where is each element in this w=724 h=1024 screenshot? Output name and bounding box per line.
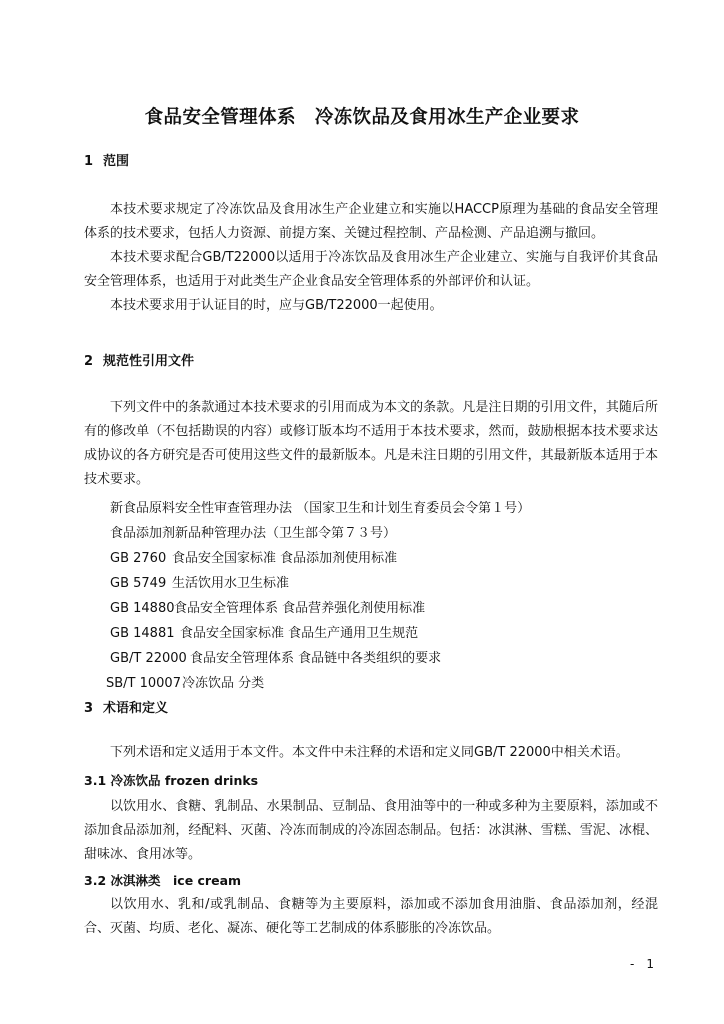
scope-paragraph-3: 本技术要求用于认证目的时，应与GB/T22000一起使用。 <box>110 298 443 313</box>
reference-code: GB 2760 <box>110 551 167 566</box>
reference-code: GB 14881 <box>110 626 175 641</box>
reference-text: 新食品原料安全性审查管理办法 （国家卫生和计划生育委员会令第１号） <box>110 501 531 516</box>
section-heading-terms <box>84 697 168 716</box>
reference-item <box>106 672 264 691</box>
section-number: 2 <box>84 354 94 369</box>
document-title: 食品安全管理体系 冷冻饮品及食用冰生产企业要求 <box>144 107 580 128</box>
reference-code: GB 5749 <box>110 576 167 591</box>
term-definition-ice-cream: 以饮用水、乳和/或乳制品、食糖等为主要原料，添加或不添加食用油脂、食品添加剂，经混合、灭菌、均质、老化、凝冻、硬化等工艺制成的体系膨胀的冷冻饮品。 <box>84 897 658 936</box>
reference-code: SB/T 10007 <box>106 676 181 691</box>
section-heading-scope <box>84 150 129 169</box>
section-title: 规范性引用文件 <box>103 354 195 369</box>
reference-text: 食品安全管理体系 食品链中各类组织的要求 <box>190 651 442 666</box>
reference-code: GB/T 22000 <box>110 651 187 666</box>
terms-paragraph: 下列术语和定义适用于本文件。本文件中未注释的术语和定义同GB/T 22000中相关术语。 <box>110 745 629 760</box>
section-title: 范围 <box>103 154 130 169</box>
page-number: - 1 <box>630 957 654 971</box>
reference-item <box>110 647 441 666</box>
reference-item <box>110 572 289 591</box>
term-heading-ice-cream: 3.2 冰淇淋类 ice cream <box>84 873 242 888</box>
reference-item <box>110 547 397 566</box>
term-heading-frozen-drinks: 3.1 冷冻饮品 frozen drinks <box>84 773 259 788</box>
reference-text: 冷冻饮品 分类 <box>182 676 265 691</box>
section-number: 1 <box>84 154 94 169</box>
reference-item <box>110 497 530 516</box>
reference-text: 食品安全管理体系 食品营养强化剂使用标准 <box>174 601 426 616</box>
reference-text: 食品添加剂新品种管理办法（卫生部令第７３号） <box>110 526 397 541</box>
scope-paragraph-2: 本技术要求配合GB/T22000以适用于冷冻饮品及食用冰生产企业建立、实施与自我评价其食品安全管理体系，也适用于对此类生产企业食品安全管理体系的外部评价和认证。 <box>84 250 658 289</box>
reference-item <box>110 622 418 641</box>
section-heading-normative <box>84 350 194 369</box>
reference-code: GB 14880 <box>110 601 175 616</box>
reference-text: 食品安全国家标准 食品添加剂使用标准 <box>172 551 398 566</box>
normative-paragraph: 下列文件中的条款通过本技术要求的引用而成为本文的条款。凡是注日期的引用文件，其随后所有的修改单（不包括勘误的内容）或修订版本均不适用于本技术要求，然而，鼓励根据本技术要求达成协议的各方研究是否可使用这些文件的最新版本。凡是未注日期的引用文件，其最新版本适用于本技术要求。 <box>84 400 658 487</box>
section-title: 术语和定义 <box>103 701 169 716</box>
reference-item <box>110 597 425 616</box>
reference-text: 食品安全国家标准 食品生产通用卫生规范 <box>180 626 419 641</box>
term-definition-frozen-drinks: 以饮用水、食糖、乳制品、水果制品、豆制品、食用油等中的一种或多种为主要原料，添加或不添加食品添加剂，经配料、灭菌、冷冻而制成的冷冻固态制品。包括：冰淇淋、雪糕、雪泥、冰棍、甜味冰、食用冰等。 <box>84 799 658 862</box>
reference-item <box>110 522 396 541</box>
section-number: 3 <box>84 701 94 716</box>
scope-paragraph-1: 本技术要求规定了冷冻饮品及食用冰生产企业建立和实施以HACCP原理为基础的食品安全管理体系的技术要求，包括人力资源、前提方案、关键过程控制、产品检测、产品追溯与撤回。 <box>84 202 658 241</box>
reference-text: 生活饮用水卫生标准 <box>172 576 290 591</box>
